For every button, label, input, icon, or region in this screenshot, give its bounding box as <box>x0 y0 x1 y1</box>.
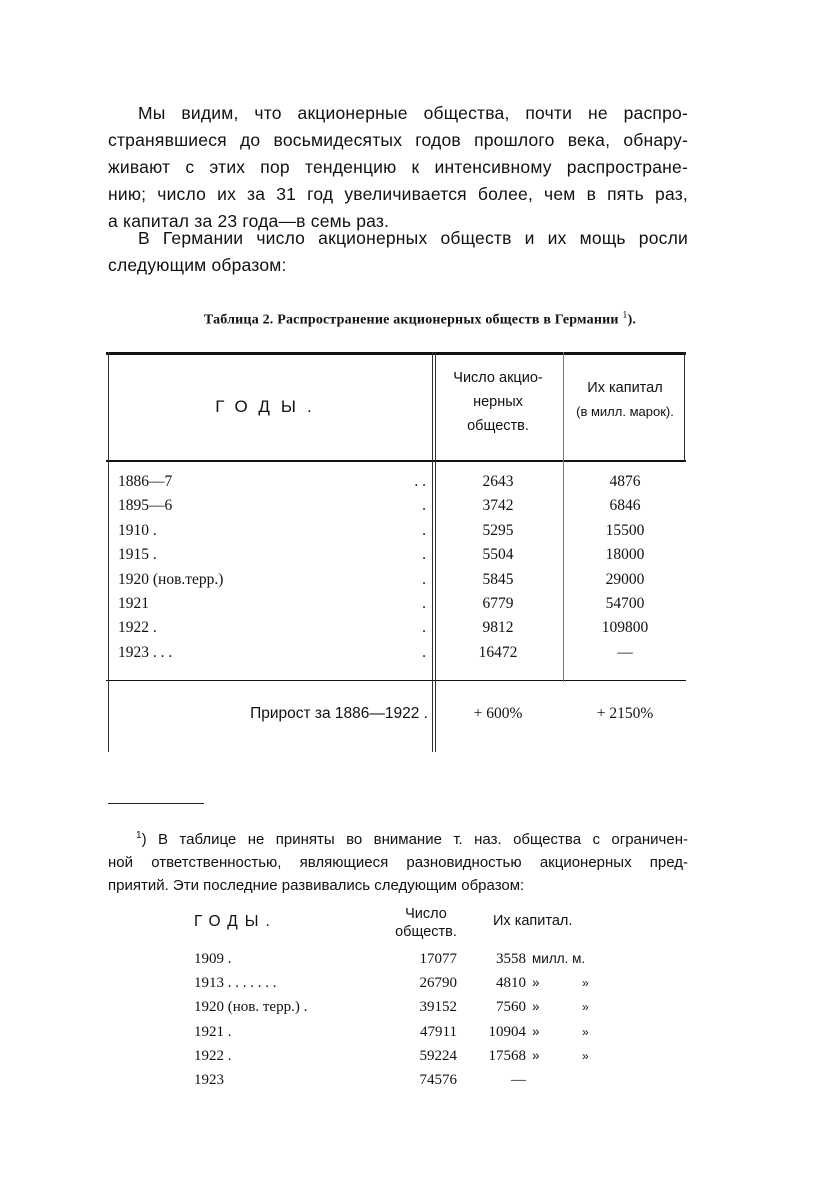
row-year: 1895—6 <box>118 497 173 515</box>
small-row-year: 1909 . <box>194 951 232 967</box>
footnote <box>108 824 688 897</box>
row-count: 5295 <box>482 521 514 539</box>
table-row <box>190 1020 670 1044</box>
row-year: 1923 . . . <box>118 643 173 661</box>
small-row-unit: » <box>532 975 540 991</box>
small-row-capital: 7560 <box>496 999 526 1016</box>
small-header-count-line: Число <box>405 906 447 922</box>
footnote-line <box>108 824 688 851</box>
small-row-unit-2: » <box>582 1024 589 1039</box>
small-row-capital: 10904 <box>488 1023 526 1040</box>
small-row-capital: 4810 <box>496 975 526 992</box>
row-count: 2643 <box>482 473 514 490</box>
table-row <box>106 470 686 494</box>
row-count: 9812 <box>482 619 514 637</box>
header-capital-unit: (в милл. марок). <box>576 404 674 419</box>
small-header-capital: Их капитал. <box>493 913 573 929</box>
row-year: 1915 . <box>118 546 157 564</box>
total-label: Прирост за 1886—1922 . <box>250 705 428 722</box>
small-row-year: 1922 . <box>194 1047 232 1064</box>
header-count-line: нерных <box>473 394 523 410</box>
table-caption-end: ). <box>627 312 637 328</box>
small-header-count <box>380 905 472 941</box>
small-row-capital: — <box>511 1071 526 1088</box>
row-count: 16472 <box>478 643 518 661</box>
table-row <box>190 995 670 1019</box>
small-row-year: 1913 . . . . . . . <box>194 975 277 992</box>
row-capital: 15500 <box>605 521 645 539</box>
row-count: 6779 <box>482 594 514 612</box>
table-row <box>106 543 686 567</box>
table-row <box>106 641 686 665</box>
table-row <box>106 616 686 640</box>
small-row-unit-2: » <box>582 1000 589 1015</box>
header-capital <box>564 376 686 424</box>
small-row-count: 26790 <box>419 975 457 992</box>
small-header-count-line: обществ. <box>395 924 457 940</box>
small-row-unit: милл. м. <box>532 951 586 966</box>
paragraph-1 <box>108 100 688 235</box>
row-capital: 6846 <box>609 497 641 515</box>
paragraph-2 <box>108 225 688 279</box>
total-rule <box>106 680 686 681</box>
table-row <box>190 971 670 995</box>
row-year: 1910 . <box>118 521 157 539</box>
row-dots: . <box>422 546 426 564</box>
row-dots: . <box>422 594 426 612</box>
paragraph-line: живают с этих пор тенденцию к интенсивному распростране- <box>108 157 688 177</box>
small-row-year: 1923 <box>194 1071 224 1088</box>
row-dots: . . <box>414 473 426 490</box>
row-dots: . <box>422 521 426 539</box>
main-table <box>106 352 686 752</box>
table-row <box>106 494 686 518</box>
footnote-line: ной ответственностью, являющиеся разновидностью акционерных пред- <box>108 854 688 871</box>
header-years: ГОДЫ. <box>215 397 323 416</box>
table-row <box>106 592 686 616</box>
row-dots: . <box>422 497 426 515</box>
row-dots: . <box>422 570 426 588</box>
paragraph-line: странявшиеся до восьмидесятых годов прошлого века, обнару- <box>108 130 688 150</box>
small-table-body <box>190 947 670 1092</box>
row-year: 1921 <box>118 594 149 612</box>
row-capital: 109800 <box>601 619 649 637</box>
small-row-year: 1921 . <box>194 1023 232 1040</box>
small-row-year: 1920 (нов. терр.) . <box>194 999 308 1016</box>
table-row <box>106 519 686 543</box>
header-count <box>433 366 563 438</box>
row-capital: — <box>617 643 633 661</box>
small-row-count: 47911 <box>420 1023 457 1040</box>
small-row-count: 74576 <box>419 1071 457 1088</box>
paragraph-line: Мы видим, что акционерные общества, почти не распро- <box>138 103 688 123</box>
small-row-count: 59224 <box>419 1047 457 1064</box>
footnote-text: ) В таблице не приняты во внимание т. наз. общества с ограничен- <box>141 831 688 848</box>
header-count-line: Число акцио- <box>453 370 543 386</box>
row-count: 3742 <box>482 497 514 515</box>
row-year: 1886—7 <box>118 473 173 490</box>
small-row-count: 39152 <box>419 999 457 1016</box>
footnote-ref: 1 <box>622 310 628 321</box>
row-capital: 29000 <box>605 570 645 588</box>
small-row-unit-2: » <box>582 1048 589 1063</box>
table-caption <box>0 310 840 329</box>
paragraph-line: а капитал за 23 года—в семь раз. <box>108 211 390 231</box>
paragraph-line: В Германии число акционерных обществ и их мощь росли <box>138 228 688 248</box>
small-header-years: ГОДЫ. <box>194 913 277 930</box>
small-row-unit: » <box>532 999 540 1015</box>
small-row-unit: » <box>532 1023 540 1039</box>
footnote-separator <box>108 803 204 804</box>
table-row <box>190 1068 670 1092</box>
footnote-line: приятий. Эти последние развивались следующим образом: <box>108 877 525 894</box>
row-count: 5504 <box>482 546 514 564</box>
small-row-capital: 17568 <box>488 1047 526 1064</box>
row-dots: . <box>422 619 426 637</box>
total-capital: + 2150% <box>596 705 654 722</box>
small-row-count: 17077 <box>419 951 457 967</box>
footnote-marker: 1 <box>136 830 142 841</box>
row-capital: 54700 <box>605 594 645 612</box>
small-row-unit: » <box>532 1047 540 1063</box>
total-count: + 600% <box>473 705 523 722</box>
small-row-unit-2: » <box>582 976 589 991</box>
paragraph-line: следующим образом: <box>108 255 287 275</box>
table-row <box>106 568 686 592</box>
row-count: 5845 <box>482 570 514 588</box>
row-capital: 18000 <box>605 546 645 564</box>
row-year: 1920 (нов.терр.) <box>118 570 224 588</box>
header-capital-line: Их капитал <box>587 380 663 396</box>
small-row-capital: 3558 <box>496 951 526 967</box>
table-caption-text: Таблица 2. Распространение акционерных обществ в Германии <box>203 312 619 328</box>
header-count-line: обществ. <box>467 418 529 434</box>
paragraph-line: нию; число их за 31 год увеличивается более, чем в пять раз, <box>108 184 688 204</box>
table-body <box>106 470 686 665</box>
table-row <box>190 1044 670 1068</box>
row-dots: . <box>422 643 426 661</box>
row-capital: 4876 <box>609 473 641 490</box>
row-year: 1922 . <box>118 619 157 637</box>
table-row <box>190 947 670 971</box>
